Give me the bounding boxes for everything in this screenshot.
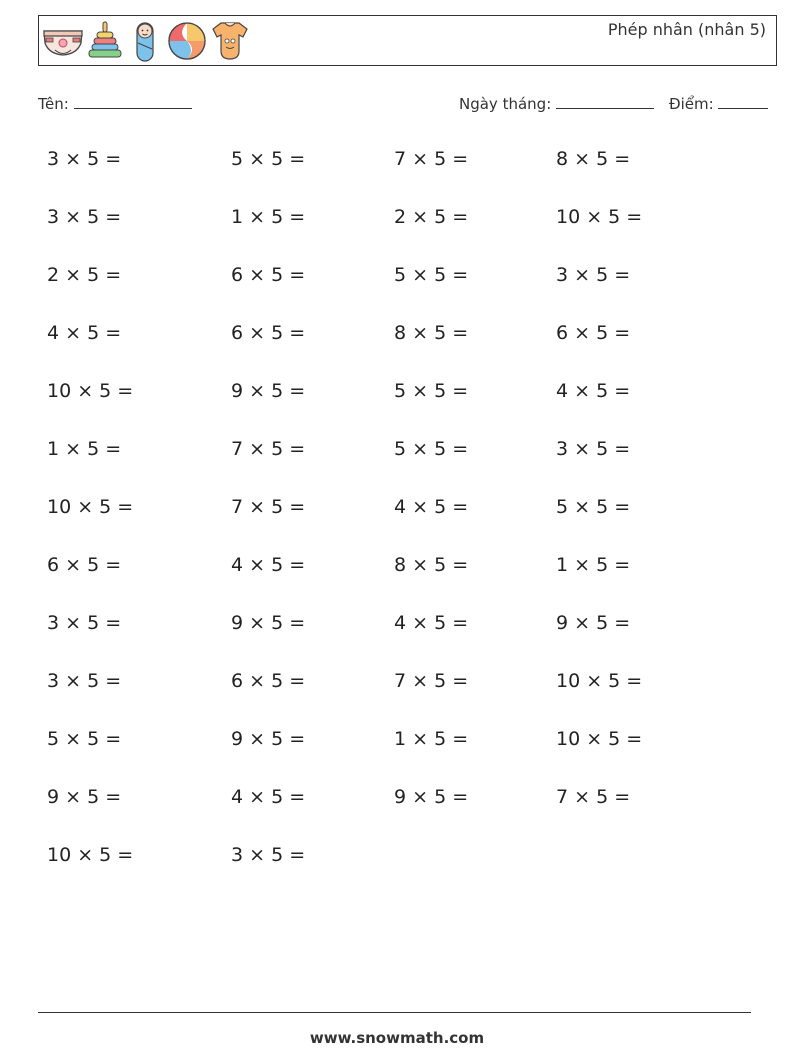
problem-r1-c4: 8 × 5 = <box>556 148 631 170</box>
problem-r6-c1: 1 × 5 = <box>47 438 122 460</box>
problem-r12-c2: 4 × 5 = <box>231 786 306 808</box>
problem-r6-c4: 3 × 5 = <box>556 438 631 460</box>
problem-r9-c3: 4 × 5 = <box>394 612 469 634</box>
date-label: Ngày tháng: <box>459 95 552 113</box>
problem-r12-c4: 7 × 5 = <box>556 786 631 808</box>
problem-r2-c1: 3 × 5 = <box>47 206 122 228</box>
diaper-icon <box>41 21 85 61</box>
score-label: Điểm: <box>669 95 714 113</box>
header-icons <box>41 19 251 63</box>
name-field[interactable] <box>38 94 192 113</box>
problem-r13-c1: 10 × 5 = <box>47 844 134 866</box>
problem-r9-c4: 9 × 5 = <box>556 612 631 634</box>
problem-r6-c3: 5 × 5 = <box>394 438 469 460</box>
problem-r5-c3: 5 × 5 = <box>394 380 469 402</box>
problem-r11-c4: 10 × 5 = <box>556 728 643 750</box>
problem-r5-c4: 4 × 5 = <box>556 380 631 402</box>
footer-divider <box>38 1012 751 1013</box>
date-blank[interactable] <box>556 94 654 109</box>
problem-r2-c3: 2 × 5 = <box>394 206 469 228</box>
problem-r2-c2: 1 × 5 = <box>231 206 306 228</box>
problem-r1-c2: 5 × 5 = <box>231 148 306 170</box>
problem-r4-c3: 8 × 5 = <box>394 322 469 344</box>
problem-r3-c1: 2 × 5 = <box>47 264 122 286</box>
problem-r1-c1: 3 × 5 = <box>47 148 122 170</box>
problem-r8-c1: 6 × 5 = <box>47 554 122 576</box>
problem-r11-c1: 5 × 5 = <box>47 728 122 750</box>
problem-r10-c3: 7 × 5 = <box>394 670 469 692</box>
worksheet-title: Phép nhân (nhân 5) <box>607 20 766 39</box>
problem-r9-c1: 3 × 5 = <box>47 612 122 634</box>
problem-r7-c1: 10 × 5 = <box>47 496 134 518</box>
problem-r1-c3: 7 × 5 = <box>394 148 469 170</box>
problem-r4-c4: 6 × 5 = <box>556 322 631 344</box>
problem-r11-c3: 1 × 5 = <box>394 728 469 750</box>
footer-website: www.snowmath.com <box>309 1029 485 1047</box>
beach-ball-icon <box>165 19 209 63</box>
problem-r4-c1: 4 × 5 = <box>47 322 122 344</box>
problem-r8-c2: 4 × 5 = <box>231 554 306 576</box>
problem-r4-c2: 6 × 5 = <box>231 322 306 344</box>
problem-r7-c2: 7 × 5 = <box>231 496 306 518</box>
problem-r11-c2: 9 × 5 = <box>231 728 306 750</box>
problem-r12-c1: 9 × 5 = <box>47 786 122 808</box>
problem-r12-c3: 9 × 5 = <box>394 786 469 808</box>
problem-r8-c4: 1 × 5 = <box>556 554 631 576</box>
problem-r7-c4: 5 × 5 = <box>556 496 631 518</box>
problem-r10-c4: 10 × 5 = <box>556 670 643 692</box>
score-field[interactable] <box>669 94 768 113</box>
onesie-icon <box>209 19 251 63</box>
problem-r13-c2: 3 × 5 = <box>231 844 306 866</box>
worksheet-header <box>38 15 777 66</box>
problem-r2-c4: 10 × 5 = <box>556 206 643 228</box>
name-blank[interactable] <box>74 94 192 109</box>
name-label: Tên: <box>38 95 69 113</box>
baby-icon <box>125 19 165 63</box>
problem-r10-c1: 3 × 5 = <box>47 670 122 692</box>
problem-r3-c3: 5 × 5 = <box>394 264 469 286</box>
problem-r7-c3: 4 × 5 = <box>394 496 469 518</box>
problem-r5-c2: 9 × 5 = <box>231 380 306 402</box>
ring-stacker-icon <box>85 19 125 63</box>
score-blank[interactable] <box>718 94 768 109</box>
problem-r6-c2: 7 × 5 = <box>231 438 306 460</box>
problem-r5-c1: 10 × 5 = <box>47 380 134 402</box>
problem-r10-c2: 6 × 5 = <box>231 670 306 692</box>
date-field[interactable] <box>459 94 654 113</box>
problem-r3-c4: 3 × 5 = <box>556 264 631 286</box>
problem-r3-c2: 6 × 5 = <box>231 264 306 286</box>
problem-r9-c2: 9 × 5 = <box>231 612 306 634</box>
problem-r8-c3: 8 × 5 = <box>394 554 469 576</box>
